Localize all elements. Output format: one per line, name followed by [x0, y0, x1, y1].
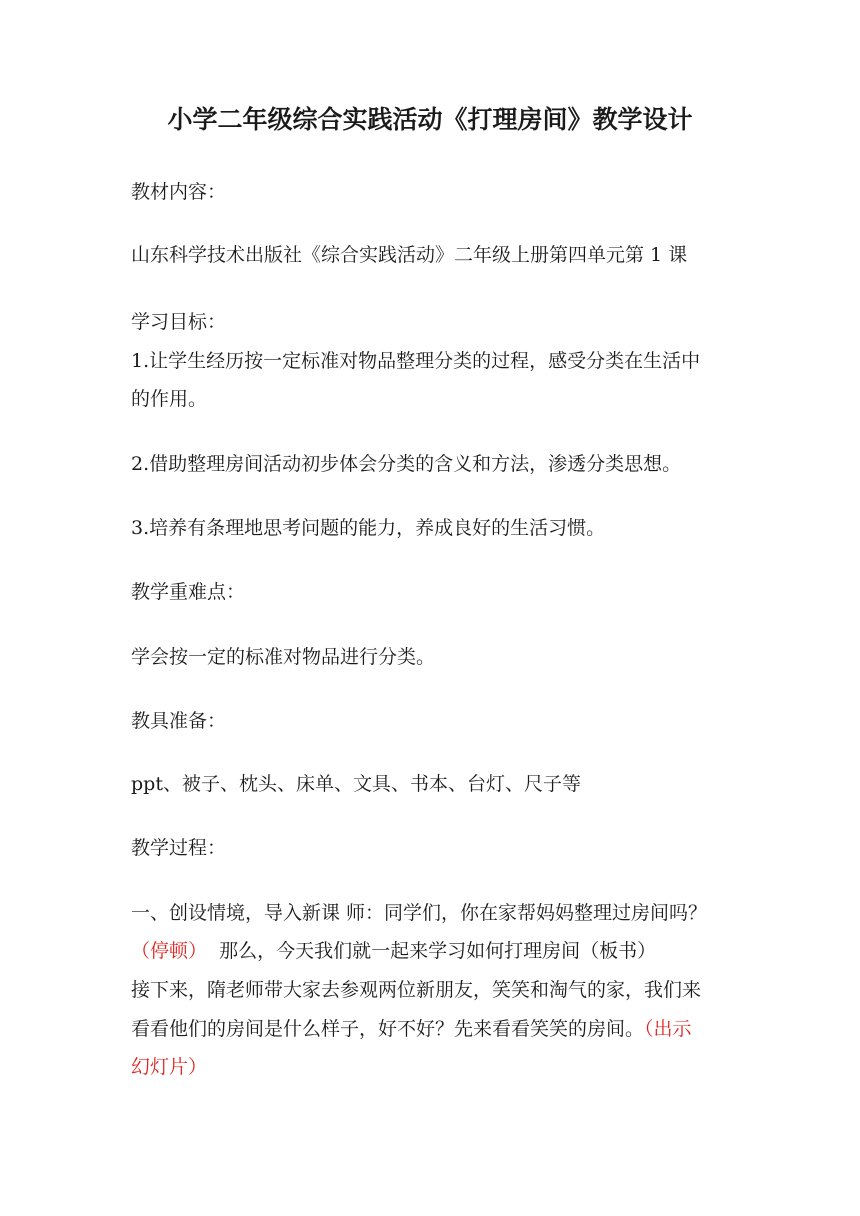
process-label: 教学过程：: [131, 837, 227, 859]
section-1-line-2-text: 那么，今天我们就一起来学习如何打理房间（板书）: [207, 940, 657, 962]
section-1-line-4-text: 看看他们的房间是什么样子，好不好？先来看看笑笑的房间。: [131, 1018, 645, 1040]
section-1-line-3: 接下来，隋老师带大家去参观两位新朋友，笑笑和淘气的家，我们来: [131, 979, 702, 1001]
goal-2: 2.借助整理房间活动初步体会分类的含义和方法，渗透分类思想。: [131, 453, 682, 475]
goal-1-line-2: 的作用。: [131, 388, 208, 410]
document-title: 小学二年级综合实践活动《打理房间》教学设计: [167, 105, 693, 134]
section-1-line-2: [131, 937, 656, 965]
content-label: 教材内容：: [131, 181, 227, 203]
tools-label: 教具准备：: [131, 710, 227, 732]
slide-note-end: 幻灯片）: [131, 1056, 208, 1078]
pause-note: （停顿）: [131, 940, 208, 962]
content-text: 山东科学技术出版社《综合实践活动》二年级上册第四单元第 1 课: [131, 244, 688, 266]
key-points-label: 教学重难点：: [131, 581, 246, 603]
tools-text: ppt、被子、枕头、床单、文具、书本、台灯、尺子等: [131, 773, 581, 795]
goal-3: 3.培养有条理地思考问题的能力，养成良好的生活习惯。: [131, 517, 606, 539]
slide-note-start: （出示: [644, 1018, 692, 1040]
key-points-text: 学会按一定的标准对物品进行分类。: [131, 646, 436, 668]
section-1-line-1: 一、创设情境，导入新课 师：同学们，你在家帮妈妈整理过房间吗？: [131, 902, 708, 924]
goal-1-line-1: 1.让学生经历按一定标准对物品整理分类的过程，感受分类在生活中: [131, 350, 701, 372]
section-1-line-4: [131, 1015, 692, 1043]
goals-label: 学习目标：: [131, 311, 227, 333]
